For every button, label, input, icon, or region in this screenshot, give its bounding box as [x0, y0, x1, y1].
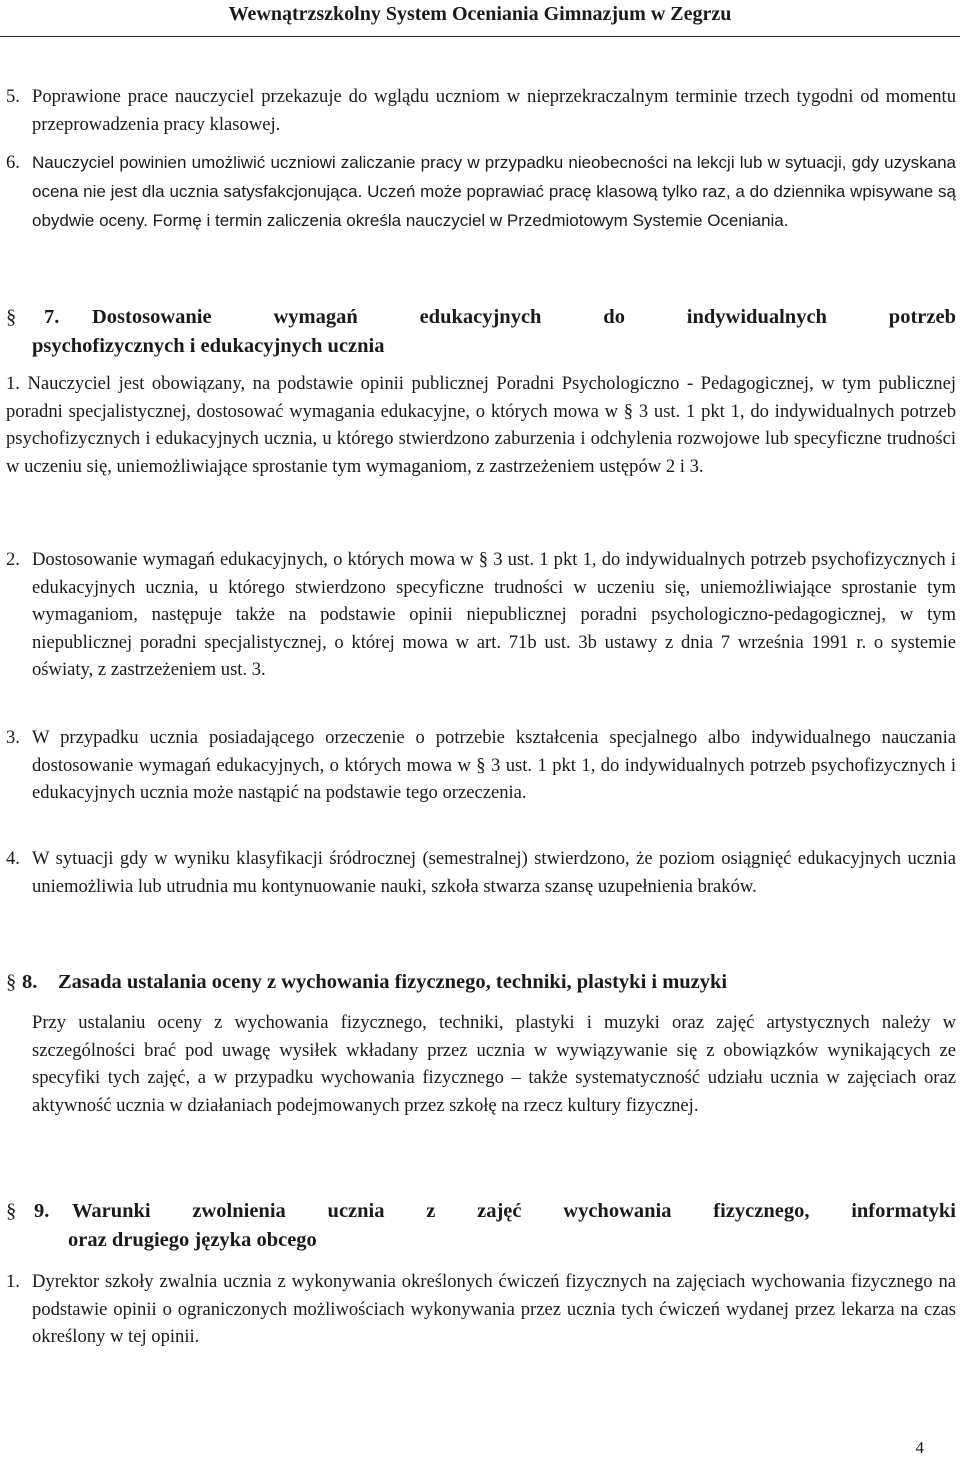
item-text: Nauczyciel powinien umożliwić uczniowi zaliczanie pracy w przypadku nieobecności na lekcji lub w sytuacji, gdy uzyskana ocena nie jest dla ucznia satysfakcjonująca. Uczeń może poprawiać pracę klasową tylko raz, a do dziennika wpisywane są obydwie oceny. Formę i termin zaliczenia określa nauczyciel w Przedmiotowym Systemie Oceniania. [32, 153, 956, 230]
item-number: 6. [6, 152, 20, 173]
section-7-point-1 [0, 370, 960, 480]
item-number: 5. [6, 86, 20, 107]
point-number: 3. [6, 727, 20, 748]
section-number: 9. [34, 1200, 50, 1222]
section-title-line2: psychofizycznych i edukacyjnych ucznia [32, 335, 385, 357]
point-text: Dyrektor szkoły zwalnia ucznia z wykonywania określonych ćwiczeń fizycznych na zajęciach wychowania fizycznego na podstawie opinii o ograniczonych możliwościach wykonywania przez ucznia tych ćwiczeń wydanej przez lekarza na czas określony w tej opinii. [32, 1271, 956, 1347]
point-number: 1. [6, 373, 20, 394]
list-item-5 [0, 83, 960, 138]
section-7-point-3 [0, 724, 960, 807]
section-title-line1: Warunki zwolnienia ucznia z zajęć wychowania fizycznego, informatyki [72, 1200, 956, 1222]
section-title: Zasada ustalania oceny z wychowania fizycznego, techniki, plastyki i muzyki [58, 971, 728, 993]
page-header-title: Wewnątrzszkolny System Oceniania Gimnazjum w Zegrzu [228, 3, 732, 25]
list-item-6 [0, 148, 960, 235]
point-text: Nauczyciel jest obowiązany, na podstawie opinii publicznej Poradni Psychologiczno - Pedagogicznej, w tym publicznej poradni specjalistycznej, dostosować wymagania edukacyjne, o których mowa w § 3 ust. 1 pkt 1, do indywidualnych potrzeb psychofizycznych i edukacyjnych ucznia, u którego stwierdzono zaburzenia i odchylenia rozwojowe lub specyficzne trudności w uczeniu się, uniemożliwiające sprostanie tym wymaganiom, z zastrzeżeniem ustępów 2 i 3. [6, 373, 956, 477]
paragraph-sign: § [6, 971, 17, 993]
section-8-text: Przy ustalaniu oceny z wychowania fizycznego, techniki, plastyki i muzyki oraz zajęć artystycznych należy w szczególności brać pod uwagę wysiłek wkładany przez ucznia w wywiązywanie się z obowiązków wynikających ze specyfiki tych zajęć, a w przypadku wychowania fizycznego – także systematyczność udziału ucznia w zajęciach oraz aktywność ucznia w działaniach podejmowanych przez szkołę na rzecz kultury fizycznej. [32, 1012, 956, 1116]
item-text: Poprawione prace nauczyciel przekazuje do wglądu uczniom w nieprzekraczalnym terminie trzech tygodni od momentu przeprowadzenia pracy klasowej. [32, 86, 956, 135]
section-9-point-1 [0, 1268, 960, 1351]
point-number: 4. [6, 848, 20, 869]
section-title-line1: Dostosowanie wymagań edukacyjnych do indywidualnych potrzeb [92, 306, 956, 328]
section-7-point-4 [0, 845, 960, 900]
section-number: 8. [22, 971, 38, 993]
point-text: Dostosowanie wymagań edukacyjnych, o których mowa w § 3 ust. 1 pkt 1, do indywidualnych potrzeb psychofizycznych i edukacyjnych ucznia, u którego stwierdzono specyficzne trudności w uczeniu się, uniemożliwiające sprostanie tym wymaganiom, następuje także na podstawie opinii niepublicznej poradni psychologiczno-pedagogicznej, w tym niepublicznej poradni specjalistycznej, o której mowa w art. 71b ust. 3b ustawy z dnia 7 września 1991 r. o systemie oświaty, z zastrzeżeniem ust. 3. [32, 549, 956, 680]
section-7-heading [0, 303, 960, 361]
section-title-line2: oraz drugiego języka obcego [68, 1229, 317, 1251]
point-number: 2. [6, 549, 20, 570]
section-7-point-2 [0, 546, 960, 684]
section-9-heading [0, 1197, 960, 1255]
paragraph-sign: § [6, 1200, 17, 1222]
point-text: W przypadku ucznia posiadającego orzeczenie o potrzebie kształcenia specjalnego albo indywidualnego nauczania dostosowanie wymagań edukacyjnych, o których mowa w § 3 ust. 1 pkt 1, do indywidualnych potrzeb psychofizycznych i edukacyjnych ucznia może nastąpić na podstawie tego orzeczenia. [32, 727, 956, 803]
section-8-heading [0, 968, 960, 997]
point-text: W sytuacji gdy w wyniku klasyfikacji śródrocznej (semestralnej) stwierdzono, że poziom osiągnięć edukacyjnych ucznia uniemożliwia lub utrudnia mu kontynuowanie nauki, szkoła stwarza szansę uzupełnienia braków. [32, 848, 956, 897]
paragraph-sign: § [6, 306, 17, 328]
page-number: 4 [915, 1438, 924, 1457]
section-number: 7. [44, 306, 60, 328]
header-divider [0, 36, 960, 37]
point-number: 1. [6, 1271, 20, 1292]
